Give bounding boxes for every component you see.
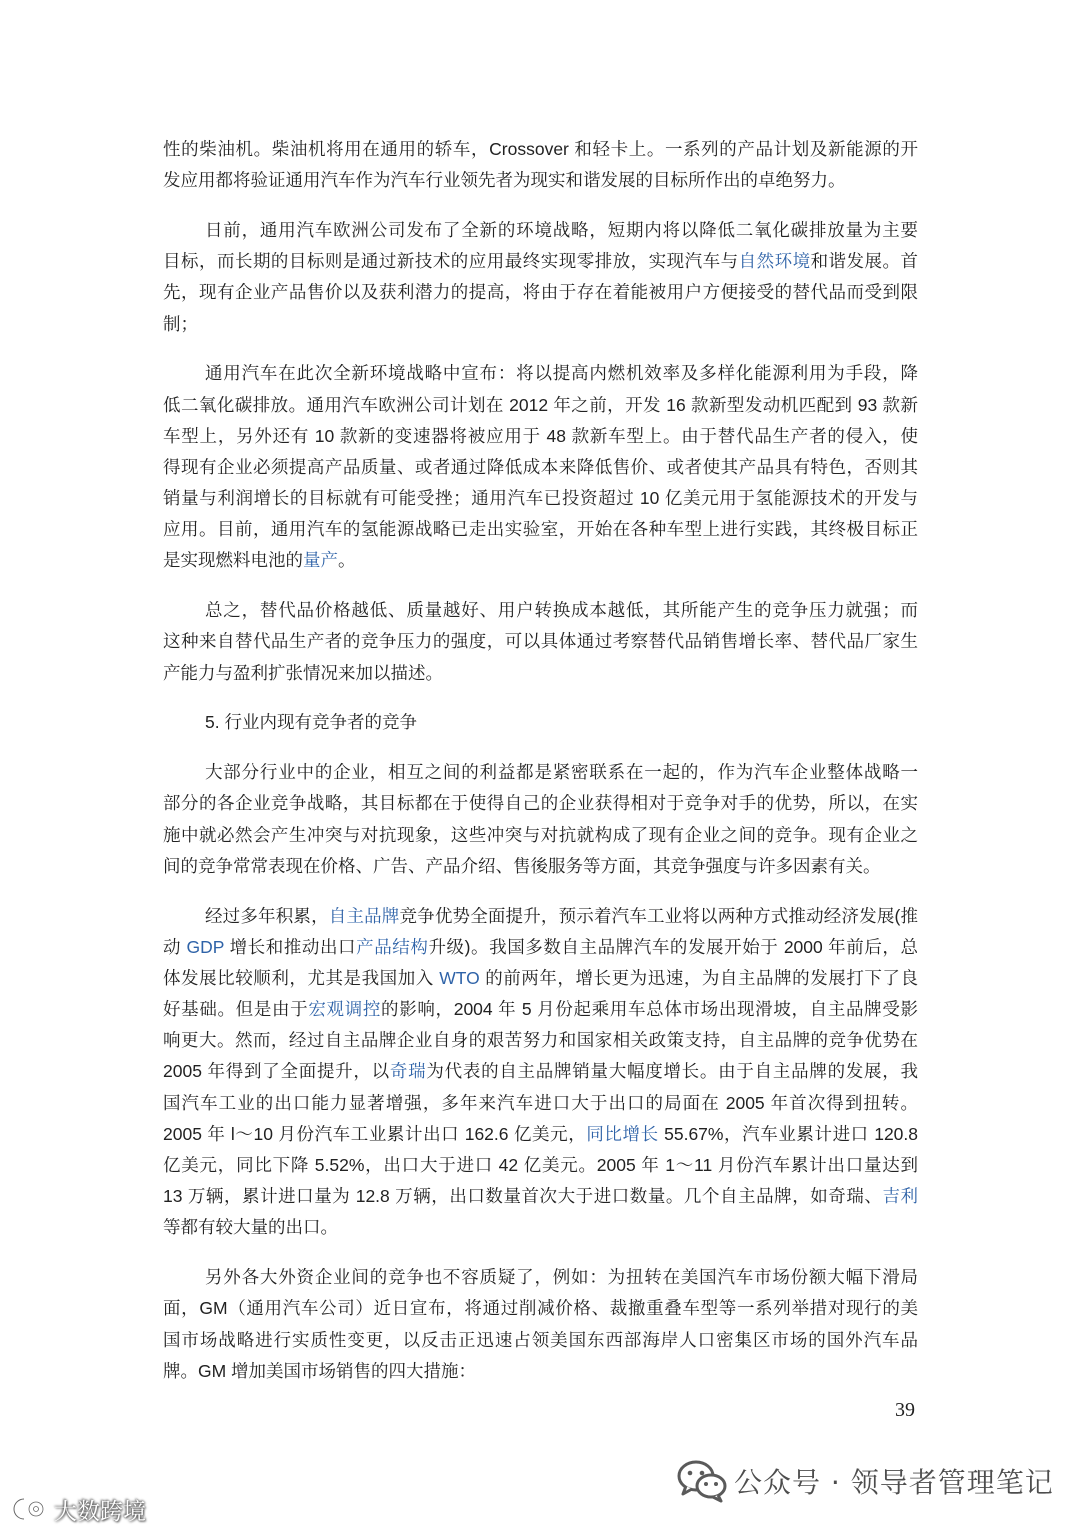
hyperlink[interactable]: GDP bbox=[186, 936, 225, 957]
text-line bbox=[163, 932, 918, 963]
text-run: 经过多年积累， bbox=[205, 905, 329, 926]
text-run: 面，GM（通用汽车公司）近日宣布，将通过削减价格、裁撤重叠车型等一系列举措对现行的美 bbox=[163, 1298, 918, 1319]
text-line bbox=[163, 658, 918, 689]
text-line bbox=[163, 1293, 918, 1324]
text-line bbox=[163, 626, 918, 657]
text-run: 响更大。然而，经过自主品牌企业自身的艰苦努力和国家相关政策支持，自主品牌的竞争优势在 bbox=[163, 1030, 918, 1051]
text-line bbox=[163, 545, 918, 576]
text-run: 好基础。但是由于 bbox=[163, 999, 309, 1020]
text-run: 体发展比较顺利，尤其是我国加入 bbox=[163, 967, 440, 988]
text-run: 是实现燃料电池的 bbox=[163, 550, 303, 571]
text-line bbox=[163, 1181, 918, 1212]
text-line bbox=[163, 1150, 918, 1181]
text-run: 通用汽车在此次全新环境战略中宣布：将以提高内燃机效率及多样化能源利用为手段，降 bbox=[205, 363, 918, 384]
text-line bbox=[163, 1262, 918, 1293]
text-run: 等都有较大量的出口。 bbox=[163, 1217, 338, 1238]
text-run: 低二氧化碳排放。通用汽车欧洲公司计划在 2012 年之前，开发 16 款新型发动机匹配到 93 款新 bbox=[163, 394, 918, 415]
text-run: 销量与利润增长的目标就有可能受挫；通用汽车已投资超过 10 亿美元用于氢能源技术的开发与 bbox=[163, 488, 918, 509]
text-run: 日前，通用汽车欧洲公司发布了全新的环境战略，短期内将以降低二氧化碳排放量为主要 bbox=[205, 219, 918, 240]
text-line bbox=[163, 514, 918, 545]
hyperlink[interactable]: 量产 bbox=[303, 550, 338, 571]
text-run: 得现有企业必须提高产品质量、或者通过降低成本来降低售价、或者使其产品具有特色，否则其 bbox=[163, 456, 918, 477]
watermark bbox=[676, 1458, 1054, 1504]
text-line bbox=[163, 1088, 918, 1119]
paragraph bbox=[163, 215, 918, 340]
text-run: 车型上，另外还有 10 款新的变速器将被应用于 48 款新车型上。由于替代品生产者的侵入，使 bbox=[163, 425, 918, 446]
paragraph-continued bbox=[163, 134, 918, 196]
text-line bbox=[163, 901, 918, 932]
text-line bbox=[163, 1056, 918, 1087]
text-line bbox=[163, 390, 918, 421]
hyperlink[interactable]: 自然环境 bbox=[738, 251, 811, 272]
text-run: 亿美元，同比下降 5.52%，出口大于进口 42 亿美元。2005 年 1～11 月份汽车累计出口量达到 bbox=[163, 1155, 918, 1175]
text-run: 。 bbox=[338, 550, 356, 571]
text-line bbox=[163, 1356, 918, 1387]
text-run: 2005 年得到了全面提升，以 bbox=[163, 1061, 390, 1082]
text-run: 5. 行业内现有竞争者的竞争 bbox=[205, 712, 417, 733]
text-run: 总之，替代品价格越低、质量越好、用户转换成本越低，其所能产生的竞争压力就强；而 bbox=[205, 600, 918, 621]
hyperlink[interactable]: 同比增长 bbox=[586, 1123, 659, 1144]
text-line bbox=[163, 1119, 918, 1150]
text-line bbox=[163, 215, 918, 246]
text-run: 发应用都将验证通用汽车作为汽车行业领先者为现实和谐发展的目标所作出的卓绝努力。 bbox=[163, 170, 846, 191]
text-line bbox=[163, 246, 918, 277]
hyperlink[interactable]: 奇瑞 bbox=[389, 1061, 427, 1082]
text-line bbox=[163, 309, 918, 340]
text-run: 升级)。我国多数自主品牌汽车的发展开始于 2000 年前后，总 bbox=[428, 936, 919, 957]
text-line bbox=[163, 707, 918, 738]
text-line bbox=[163, 483, 918, 514]
text-run: 为代表的自主品牌销量大幅度增长。由于自主品牌的发展，我 bbox=[426, 1061, 919, 1082]
text-line bbox=[163, 358, 918, 389]
text-run: 55.67%，汽车业累计进口 120.8 bbox=[658, 1123, 919, 1144]
text-line bbox=[163, 851, 918, 882]
text-line bbox=[163, 452, 918, 483]
text-line bbox=[163, 165, 918, 196]
text-line bbox=[163, 994, 918, 1025]
text-run: 国汽车工业的出口能力显著增强，多年来汽车进口大于出口的局面在 2005 年首次得到扭转。 bbox=[163, 1092, 918, 1113]
text-run: 制； bbox=[163, 313, 198, 334]
text-run: 牌。GM 增加美国市场销售的四大措施： bbox=[163, 1360, 477, 1381]
paragraph bbox=[163, 757, 918, 882]
text-run: 13 万辆，累计进口量为 12.8 万辆，出口数量首次大于进口数量。几个自主品牌，如奇瑞、 bbox=[163, 1186, 883, 1207]
text-run: 产能力与盈利扩张情况来加以描述。 bbox=[163, 662, 443, 683]
text-line bbox=[163, 788, 918, 819]
hyperlink[interactable]: WTO bbox=[439, 967, 480, 988]
wechat-icon bbox=[676, 1459, 728, 1503]
text-run: 另外各大外资企业间的竞争也不容质疑了，例如：为扭转在美国汽车市场份额大幅下滑局 bbox=[205, 1267, 918, 1288]
paragraph bbox=[163, 901, 918, 1244]
text-run: 的影响，2004 年 5 月份起乘用车总体市场出现滑坡，自主品牌受影 bbox=[381, 999, 919, 1020]
text-run: 性的柴油机。柴油机将用在通用的轿车，Crossover 和轻卡上。一系列的产品计划及新能源的开 bbox=[163, 139, 918, 159]
hyperlink[interactable]: 宏观调控 bbox=[308, 999, 382, 1020]
text-run: 和谐发展。首 bbox=[810, 251, 919, 272]
text-line bbox=[163, 757, 918, 788]
text-run: 竞争优势全面提升，预示着汽车工业将以两种方式推动经济发展(推 bbox=[399, 905, 919, 926]
text-run: 间的竞争常常表现在价格、广告、产品介绍、售後服务等方面，其竞争强度与许多因素有关。 bbox=[163, 855, 881, 876]
text-run: 应用。目前，通用汽车的氢能源战略已走出实验室，开始在各种车型上进行实践，其终极目标正 bbox=[163, 519, 918, 540]
text-run: 动 bbox=[163, 936, 187, 957]
text-run: 大部分行业中的企业，相互之间的利益都是紧密联系在一起的，作为汽车企业整体战略一 bbox=[205, 762, 918, 783]
text-line bbox=[163, 277, 918, 308]
text-line bbox=[163, 820, 918, 851]
text-line bbox=[163, 1325, 918, 1356]
section-heading bbox=[163, 707, 918, 738]
brand-logo-icon bbox=[6, 1494, 50, 1524]
hyperlink[interactable]: 产品结构 bbox=[356, 936, 429, 957]
watermark-label: 公众号 · 领导者管理笔记 bbox=[734, 1466, 1054, 1499]
text-run: 2005 年 l～10 月份汽车工业累计出口 162.6 亿美元， bbox=[163, 1123, 587, 1144]
text-line bbox=[163, 134, 918, 165]
document-body bbox=[163, 134, 918, 1406]
text-run: 部分的各企业竞争战略，其目标都在于使得自己的企业获得相对于竞争对手的优势，所以，在实 bbox=[163, 793, 918, 814]
text-run: 的前两年，增长更为迅速，为自主品牌的发展打下了良 bbox=[479, 967, 918, 988]
page-number: 39 bbox=[895, 1399, 915, 1421]
text-run: 这种来自替代品生产者的竞争压力的强度，可以具体通过考察替代品销售增长率、替代品厂家生 bbox=[163, 631, 918, 652]
text-run: 先，现有企业产品售价以及获利潜力的提高，将由于存在着能被用户方便接受的替代品而受到限 bbox=[163, 282, 918, 303]
text-line bbox=[163, 1212, 918, 1243]
text-line bbox=[163, 1025, 918, 1056]
hyperlink[interactable]: 自主品牌 bbox=[328, 905, 400, 926]
paragraph bbox=[163, 358, 918, 576]
text-run: 增长和推动出口 bbox=[224, 936, 357, 957]
text-run: 施中就必然会产生冲突与对抗现象，这些冲突与对抗就构成了现有企业之间的竞争。现有企业之 bbox=[163, 824, 918, 845]
text-run: 目标，而长期的目标则是通过新技术的应用最终实现零排放，实现汽车与 bbox=[163, 251, 739, 272]
text-line bbox=[163, 595, 918, 626]
paragraph bbox=[163, 595, 918, 689]
text-line bbox=[163, 963, 918, 994]
corner-logo bbox=[6, 1494, 146, 1524]
text-run: 国市场战略进行实质性变更，以反击正迅速占领美国东西部海岸人口密集区市场的国外汽车品 bbox=[163, 1329, 918, 1350]
text-line bbox=[163, 421, 918, 452]
hyperlink[interactable]: 吉利 bbox=[882, 1186, 919, 1207]
paragraph bbox=[163, 1262, 918, 1387]
corner-logo-label: 大数跨境 bbox=[54, 1498, 146, 1525]
